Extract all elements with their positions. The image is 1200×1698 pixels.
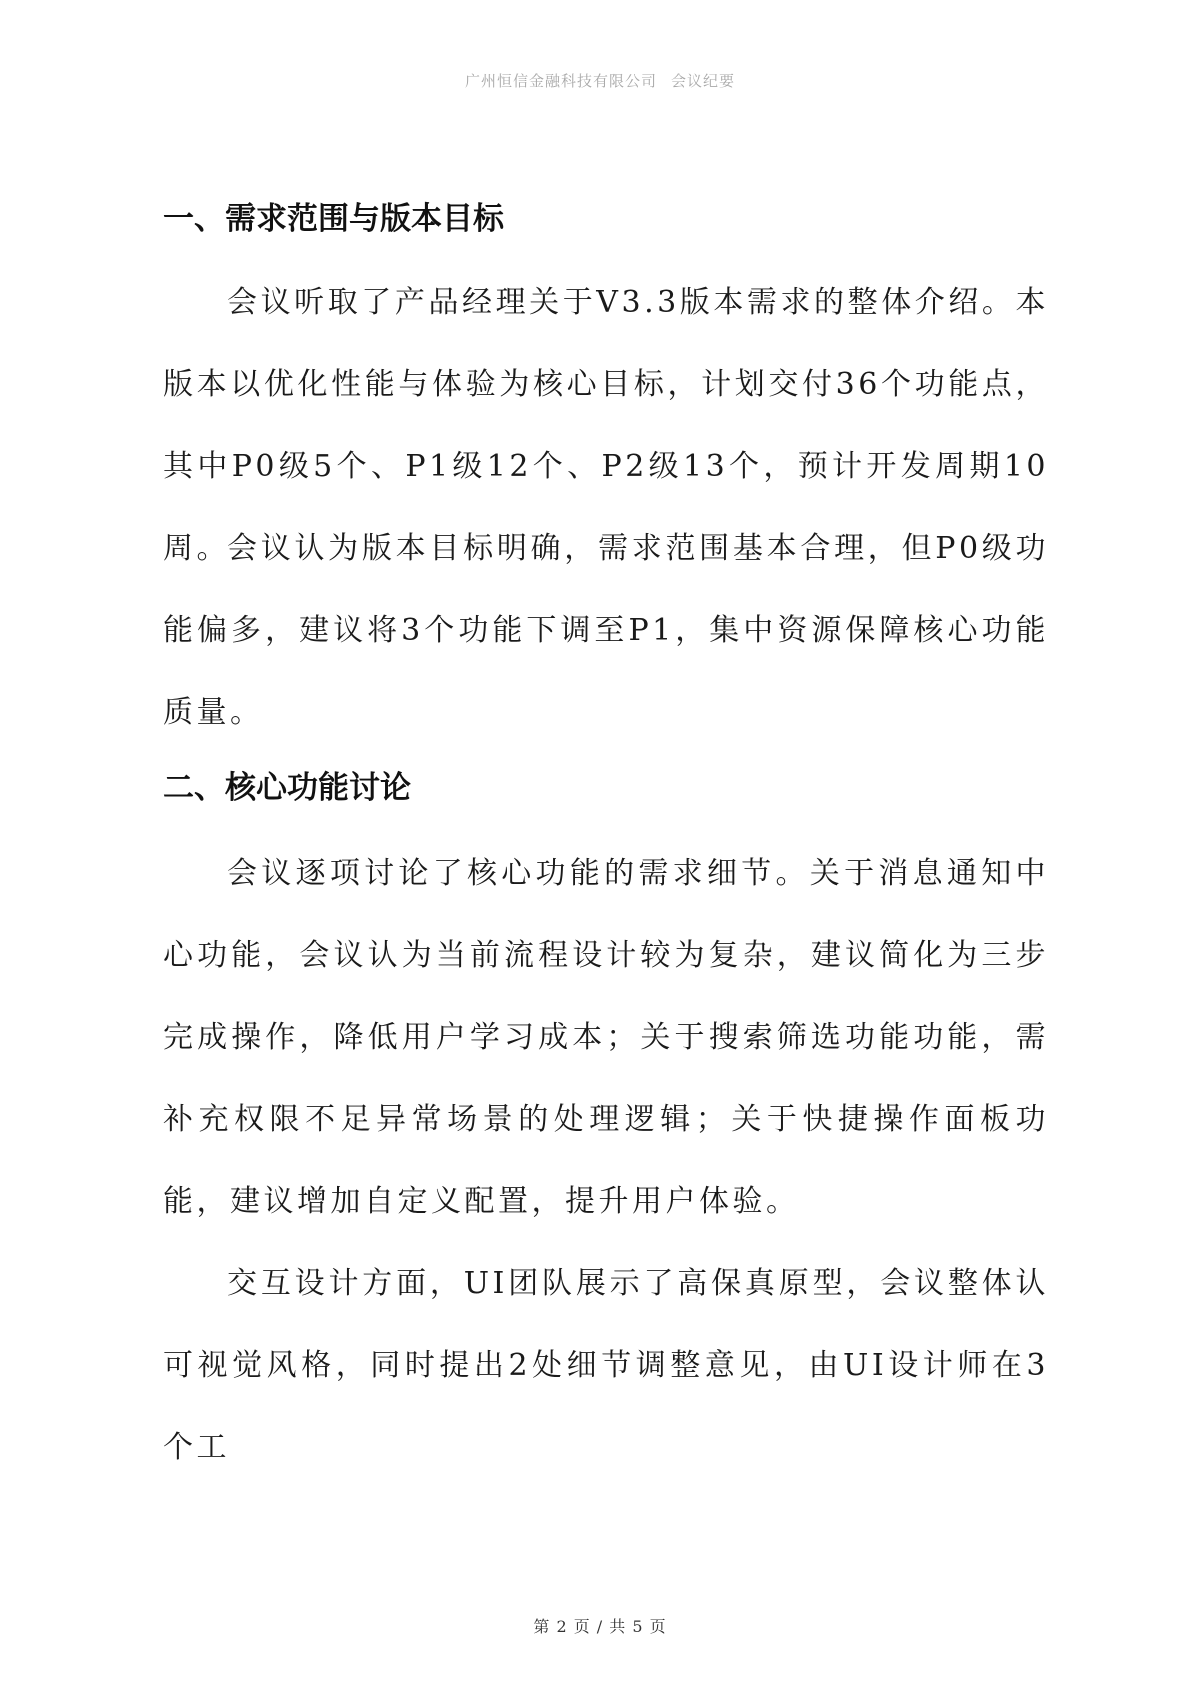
header-doc-type: 会议纪要 <box>671 72 736 90</box>
section-1-paragraph-1: 会议听取了产品经理关于V3.3版本需求的整体介绍。本版本以优化性能与体验为核心目标，计划交付36个功能点，其中P0级5个、P1级12个、P2级13个，预计开发周期10周。 <box>163 285 1049 566</box>
section-1-paragraph-2: 会议认为版本目标明确，需求范围基本合理，但P0级功能偏多，建议将3个功能下调至P1，集中资源保障核心功能质量。 <box>163 531 1049 730</box>
section-2-paragraph-2: 交互设计方面，UI团队展示了高保真原型，会议整体认可视觉风格，同时提出2处细节调整意见，由UI设计师在3个工 <box>163 1266 1049 1465</box>
page-number: 第 2 页 / 共 5 页 <box>533 1617 667 1636</box>
section-heading-1: 一、需求范围与版本目标 <box>163 201 504 237</box>
header-company: 广州恒信金融科技有限公司 <box>464 72 657 90</box>
page-header <box>0 70 1200 91</box>
section-heading-2: 二、核心功能讨论 <box>163 770 411 806</box>
section-2-paragraph-1: 会议逐项讨论了核心功能的需求细节。关于消息通知中心功能，会议认为当前流程设计较为复杂，建议简化为三步完成操作，降低用户学习成本；关于搜索筛选功能功能，需补充权限不足异常场景的处理逻辑；关于快捷操作面板功能，建议增加自定义配置，提升用户体验。 <box>163 856 1049 1219</box>
